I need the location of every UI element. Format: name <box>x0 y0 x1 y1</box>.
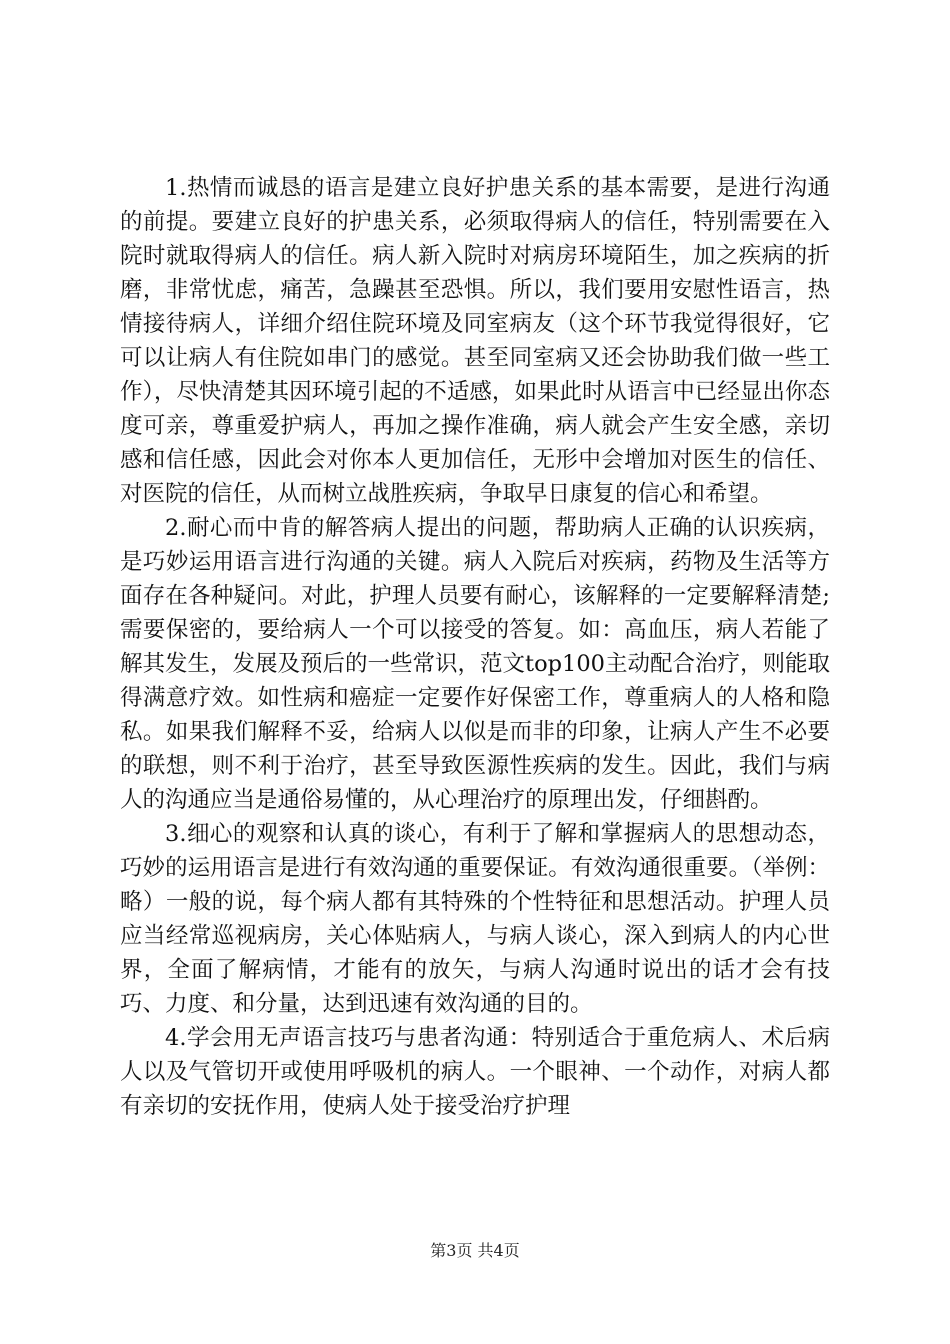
page-number-footer: 第3页 共4页 <box>430 1241 520 1260</box>
paragraph-1: 1.热情而诚恳的语言是建立良好护患关系的基本需要，是进行沟通的前提。要建立良好的护患关系，必须取得病人的信任，特别需要在入院时就取得病人的信任。病人新入院时对病房环境陌生，加之疾病的折磨，非常忧虑，痛苦，急躁甚至恐惧。所以，我们要用安慰性语言，热情接待病人，详细介绍住院环境及同室病友（这个环节我觉得很好，它可以让病人有住院如串门的感觉。甚至同室病又还会协助我们做一些工作），尽快清楚其因环境引起的不适感，如果此时从语言中已经显出你态度可亲，尊重爱护病人，再加之操作准确，病人就会产生安全感，亲切感和信任感，因此会对你本人更加信任，无形中会增加对医生的信任、对医院的信任，从而树立战胜疾病，争取早日康复的信心和希望。 <box>120 175 830 507</box>
paragraph-4: 4.学会用无声语言技巧与患者沟通：特别适合于重危病人、术后病人以及气管切开或使用呼吸机的病人。一个眼神、一个动作，对病人都有亲切的安抚作用，使病人处于接受治疗护理 <box>120 1025 830 1119</box>
document-body <box>120 171 830 1123</box>
paragraph-2: 2.耐心而中肯的解答病人提出的问题，帮助病人正确的认识疾病，是巧妙运用语言进行沟通的关键。病人入院后对疾病，药物及生活等方面存在各种疑问。对此，护理人员要有耐心，该解释的一定要解释清楚;需要保密的，要给病人一个可以接受的答复。如：高血压，病人若能了解其发生，发展及预后的一些常识，范文top100主动配合治疗，则能取得满意疗效。如性病和癌症一定要作好保密工作，尊重病人的人格和隐私。如果我们解释不妥，给病人以似是而非的印象，让病人产生不必要的联想，则不利于治疗，甚至导致医源性疾病的发生。因此，我们与病人的沟通应当是通俗易懂的，从心理治疗的原理出发，仔细斟酌。 <box>120 515 830 813</box>
paragraph-3: 3.细心的观察和认真的谈心，有利于了解和掌握病人的思想动态，巧妙的运用语言是进行有效沟通的重要保证。有效沟通很重要。（举例：略）一般的说，每个病人都有其特殊的个性特征和思想活动。护理人员应当经常巡视病房，关心体贴病人，与病人谈心，深入到病人的内心世界，全面了解病情，才能有的放矢，与病人沟通时说出的话才会有技巧、力度、和分量，达到迅速有效沟通的目的。 <box>120 821 830 1017</box>
